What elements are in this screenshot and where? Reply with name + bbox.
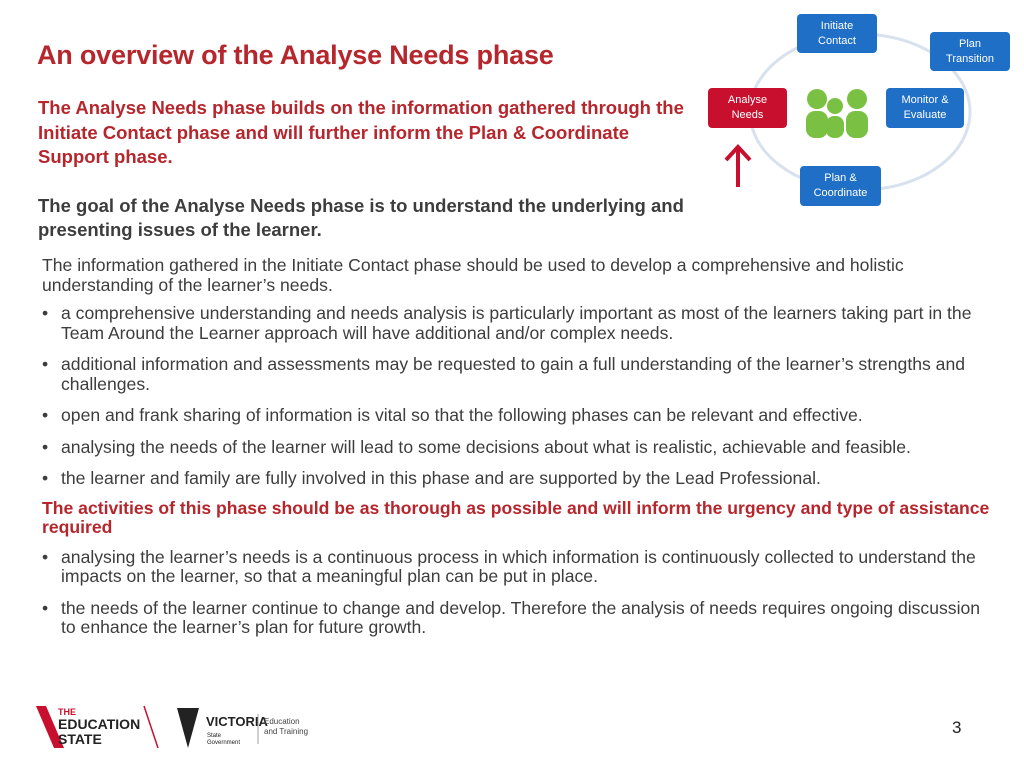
up-arrow-icon bbox=[726, 147, 750, 187]
node-analyse-line-2: Needs bbox=[731, 109, 764, 121]
bullet-icon: • bbox=[42, 303, 49, 323]
victoria-government-logo bbox=[177, 708, 308, 748]
node-monitor-line-1: Monitor & bbox=[901, 94, 949, 106]
body-text bbox=[42, 256, 992, 650]
list-item-text: analysing the needs of the learner will lead to some decisions about what is realistic, achievable and feasible. bbox=[61, 436, 911, 457]
list-item bbox=[42, 355, 992, 394]
logo-government-word: Government bbox=[207, 740, 241, 746]
list-item bbox=[42, 304, 992, 343]
intro-paragraph-1: The Analyse Needs phase builds on the information gathered through the Initiate Contact phase and will further inform the Plan & Coordinate Support phase. bbox=[38, 97, 684, 167]
logo-dept-line-1: Education bbox=[264, 717, 300, 726]
list-item bbox=[42, 548, 992, 587]
list-item-text: a comprehensive understanding and needs analysis is particularly important as most of the learners taking part in the Team Around the Learner approach will have additional and/or complex needs. bbox=[61, 303, 972, 343]
bullet-icon: • bbox=[42, 436, 49, 457]
node-analyse-needs bbox=[708, 88, 787, 128]
page-title: An overview of the Analyse Needs phase bbox=[37, 40, 554, 70]
node-plan-coordinate-line-1: Plan & bbox=[824, 172, 857, 184]
list-item-text: analysing the learner’s needs is a continuous process in which information is continuously collected to understand the impacts on the learner, so that a meaningful plan can be put in place. bbox=[61, 546, 976, 586]
node-plan-coordinate-line-2: Coordinate bbox=[813, 187, 868, 199]
node-plan-transition bbox=[930, 32, 1010, 71]
node-monitor-line-2: Evaluate bbox=[903, 109, 947, 121]
list-item-text: the needs of the learner continue to change and develop. Therefore the analysis of needs requires ongoing discussion to enhance the learner’s plan for future growth. bbox=[61, 597, 981, 637]
list-item bbox=[42, 599, 992, 638]
logo-victoria: VICTORIA bbox=[206, 714, 268, 729]
people-icon bbox=[806, 89, 868, 138]
bullet-icon: • bbox=[42, 597, 49, 618]
highlight-statement: The activities of this phase should be as thorough as possible and will inform the urgency and type of assistance required bbox=[42, 497, 990, 537]
node-plan-transition-line-2: Transition bbox=[946, 52, 994, 65]
footer-logos bbox=[36, 704, 336, 752]
education-state-logo bbox=[36, 706, 158, 748]
logo-dept-line-2: and Training bbox=[264, 727, 309, 736]
bullet-icon: • bbox=[42, 405, 49, 425]
list-item bbox=[42, 469, 992, 489]
logo-state-word: State bbox=[207, 733, 222, 739]
lead-paragraph: The information gathered in the Initiate Contact phase should be used to develop a comprehensive and holistic understanding of the learner’s needs. bbox=[42, 255, 904, 295]
phase-cycle-diagram bbox=[700, 0, 1024, 230]
bullet-list-1 bbox=[42, 304, 992, 489]
bullet-icon: • bbox=[42, 468, 49, 488]
logo-education: EDUCATION bbox=[58, 716, 141, 732]
node-plan-coordinate bbox=[800, 166, 881, 206]
list-item-text: additional information and assessments may be requested to gain a full understanding of the learner’s strengths and challenges. bbox=[61, 354, 966, 394]
intro bbox=[38, 96, 698, 243]
node-initiate-contact bbox=[797, 14, 877, 53]
list-item-text: the learner and family are fully involved in this phase and are supported by the Lead Professional. bbox=[61, 468, 821, 488]
bullet-icon: • bbox=[42, 546, 49, 567]
logo-the: THE bbox=[58, 707, 76, 717]
intro-paragraph-2: The goal of the Analyse Needs phase is to understand the underlying and presenting issues of the learner. bbox=[38, 194, 684, 240]
node-analyse-line-1: Analyse bbox=[727, 94, 768, 106]
page-number: 3 bbox=[952, 718, 962, 737]
logo-state: STATE bbox=[58, 731, 102, 747]
node-plan-transition-line-1: Plan bbox=[958, 37, 982, 50]
bullet-icon: • bbox=[42, 354, 49, 374]
bullet-list-2 bbox=[42, 548, 992, 638]
list-item-text: open and frank sharing of information is vital so that the following phases can be relevant and effective. bbox=[61, 405, 863, 425]
list-item bbox=[42, 406, 992, 426]
node-initiate-line-2: Contact bbox=[818, 34, 856, 47]
node-initiate-line-1: Initiate bbox=[820, 19, 854, 32]
list-item bbox=[42, 438, 992, 458]
node-monitor-evaluate bbox=[886, 88, 964, 128]
